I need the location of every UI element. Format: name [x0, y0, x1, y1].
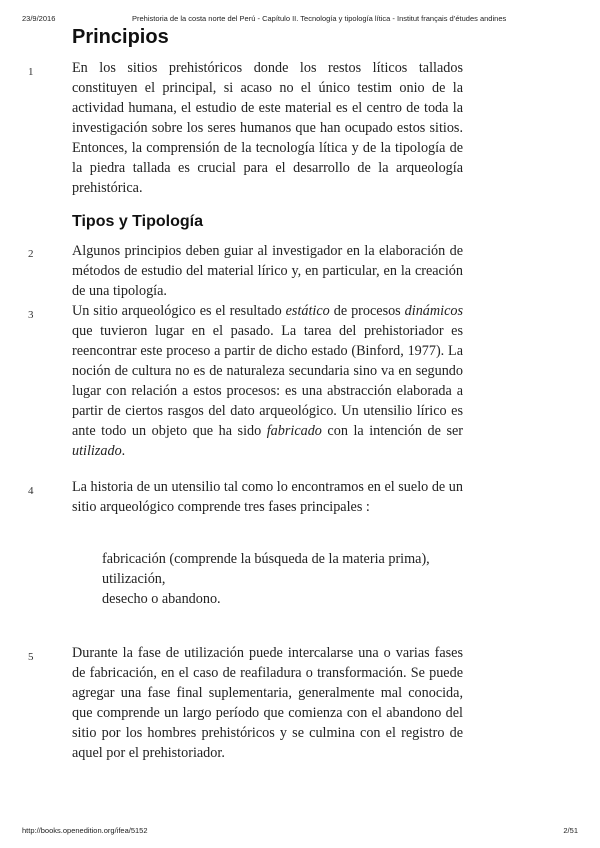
- phase-item: utilización,: [102, 571, 166, 587]
- paragraph-number: 3: [28, 309, 34, 321]
- paragraph-number: 1: [28, 66, 34, 78]
- p3-text-4: con la intención de ser: [321, 423, 464, 439]
- paragraph-1: En los sitios prehistóricos donde los restos líticos tallados constituyen el principal, si acaso no el único testim onio de la actividad humana, el estudio de este material es el centro de toda la investigación sobre los seres humanos que han ocupado estos sitios. Entonces, la comprensión de la tecnología lítica y de la tipología de la piedra tallada es crucial para el desarrollo de la arqueología prehistórica.: [72, 60, 463, 196]
- header-title: Prehistoria de la costa norte del Perú - Capítulo II. Tecnología y tipología lítica - Institut français d’études andines: [132, 14, 507, 23]
- section-title-tipos: Tipos y Tipología: [72, 213, 203, 230]
- footer-url: http://books.openedition.org/ifea/5152: [22, 826, 148, 835]
- p3-text-1: Un sitio arqueológico es el resultado: [72, 303, 286, 319]
- paragraph-number: 5: [28, 651, 34, 663]
- paragraph-number: 4: [28, 485, 34, 497]
- phases-list: [102, 549, 463, 609]
- phase-item: fabricación (comprende la búsqueda de la materia prima),: [102, 551, 430, 567]
- p3-text-2: de procesos: [329, 303, 405, 319]
- p3-italic-estatico: estático: [285, 303, 330, 319]
- header-date: 23/9/2016: [22, 14, 56, 23]
- p3-italic-dinamicos: dinámicos: [404, 303, 463, 319]
- paragraph-3: [72, 301, 463, 461]
- phase-item: desecho o abandono.: [102, 591, 221, 607]
- footer-page-number: 2/51: [563, 826, 578, 835]
- p3-italic-fabricado: fabricado: [266, 423, 322, 439]
- paragraph-4: La historia de un utensilio tal como lo encontramos en el suelo de un sitio arqueológico comprende tres fases principales :: [72, 479, 463, 515]
- p3-text-5: .: [121, 443, 126, 459]
- paragraph-number: 2: [28, 248, 34, 260]
- p3-text-3: que tuvieron lugar en el pasado. La tarea del prehistoriador es reencontrar este proceso a partir de dicho estado (Binford, 1977). La noción de cultura no es de naturaleza secundaria sino va en segundo lugar con relación a estos procesos: es una abstracción elaborada a partir de ciertos rasgos del dato arqueológico. Un utensilio lírico es ante todo un objeto que ha sido: [72, 323, 463, 439]
- paragraph-5: Durante la fase de utilización puede intercalarse una o varias fases de fabricación, en el caso de reafiladura o transformación. Se puede agregar una fase final suplementaria, generalmente mal conocida, que comprende un largo período que comienza con el abandono del sitio por los hombres prehistóricos y se culmina con el registro de aquel por el prehistoriador.: [72, 645, 463, 761]
- paragraph-2: Algunos principios deben guiar al investigador en la elaboración de métodos de estudio del material lírico y, en particular, en la creación de una tipología.: [72, 243, 463, 299]
- p3-italic-utilizado: utilizado: [72, 443, 122, 459]
- section-title-principios: Principios: [72, 26, 169, 48]
